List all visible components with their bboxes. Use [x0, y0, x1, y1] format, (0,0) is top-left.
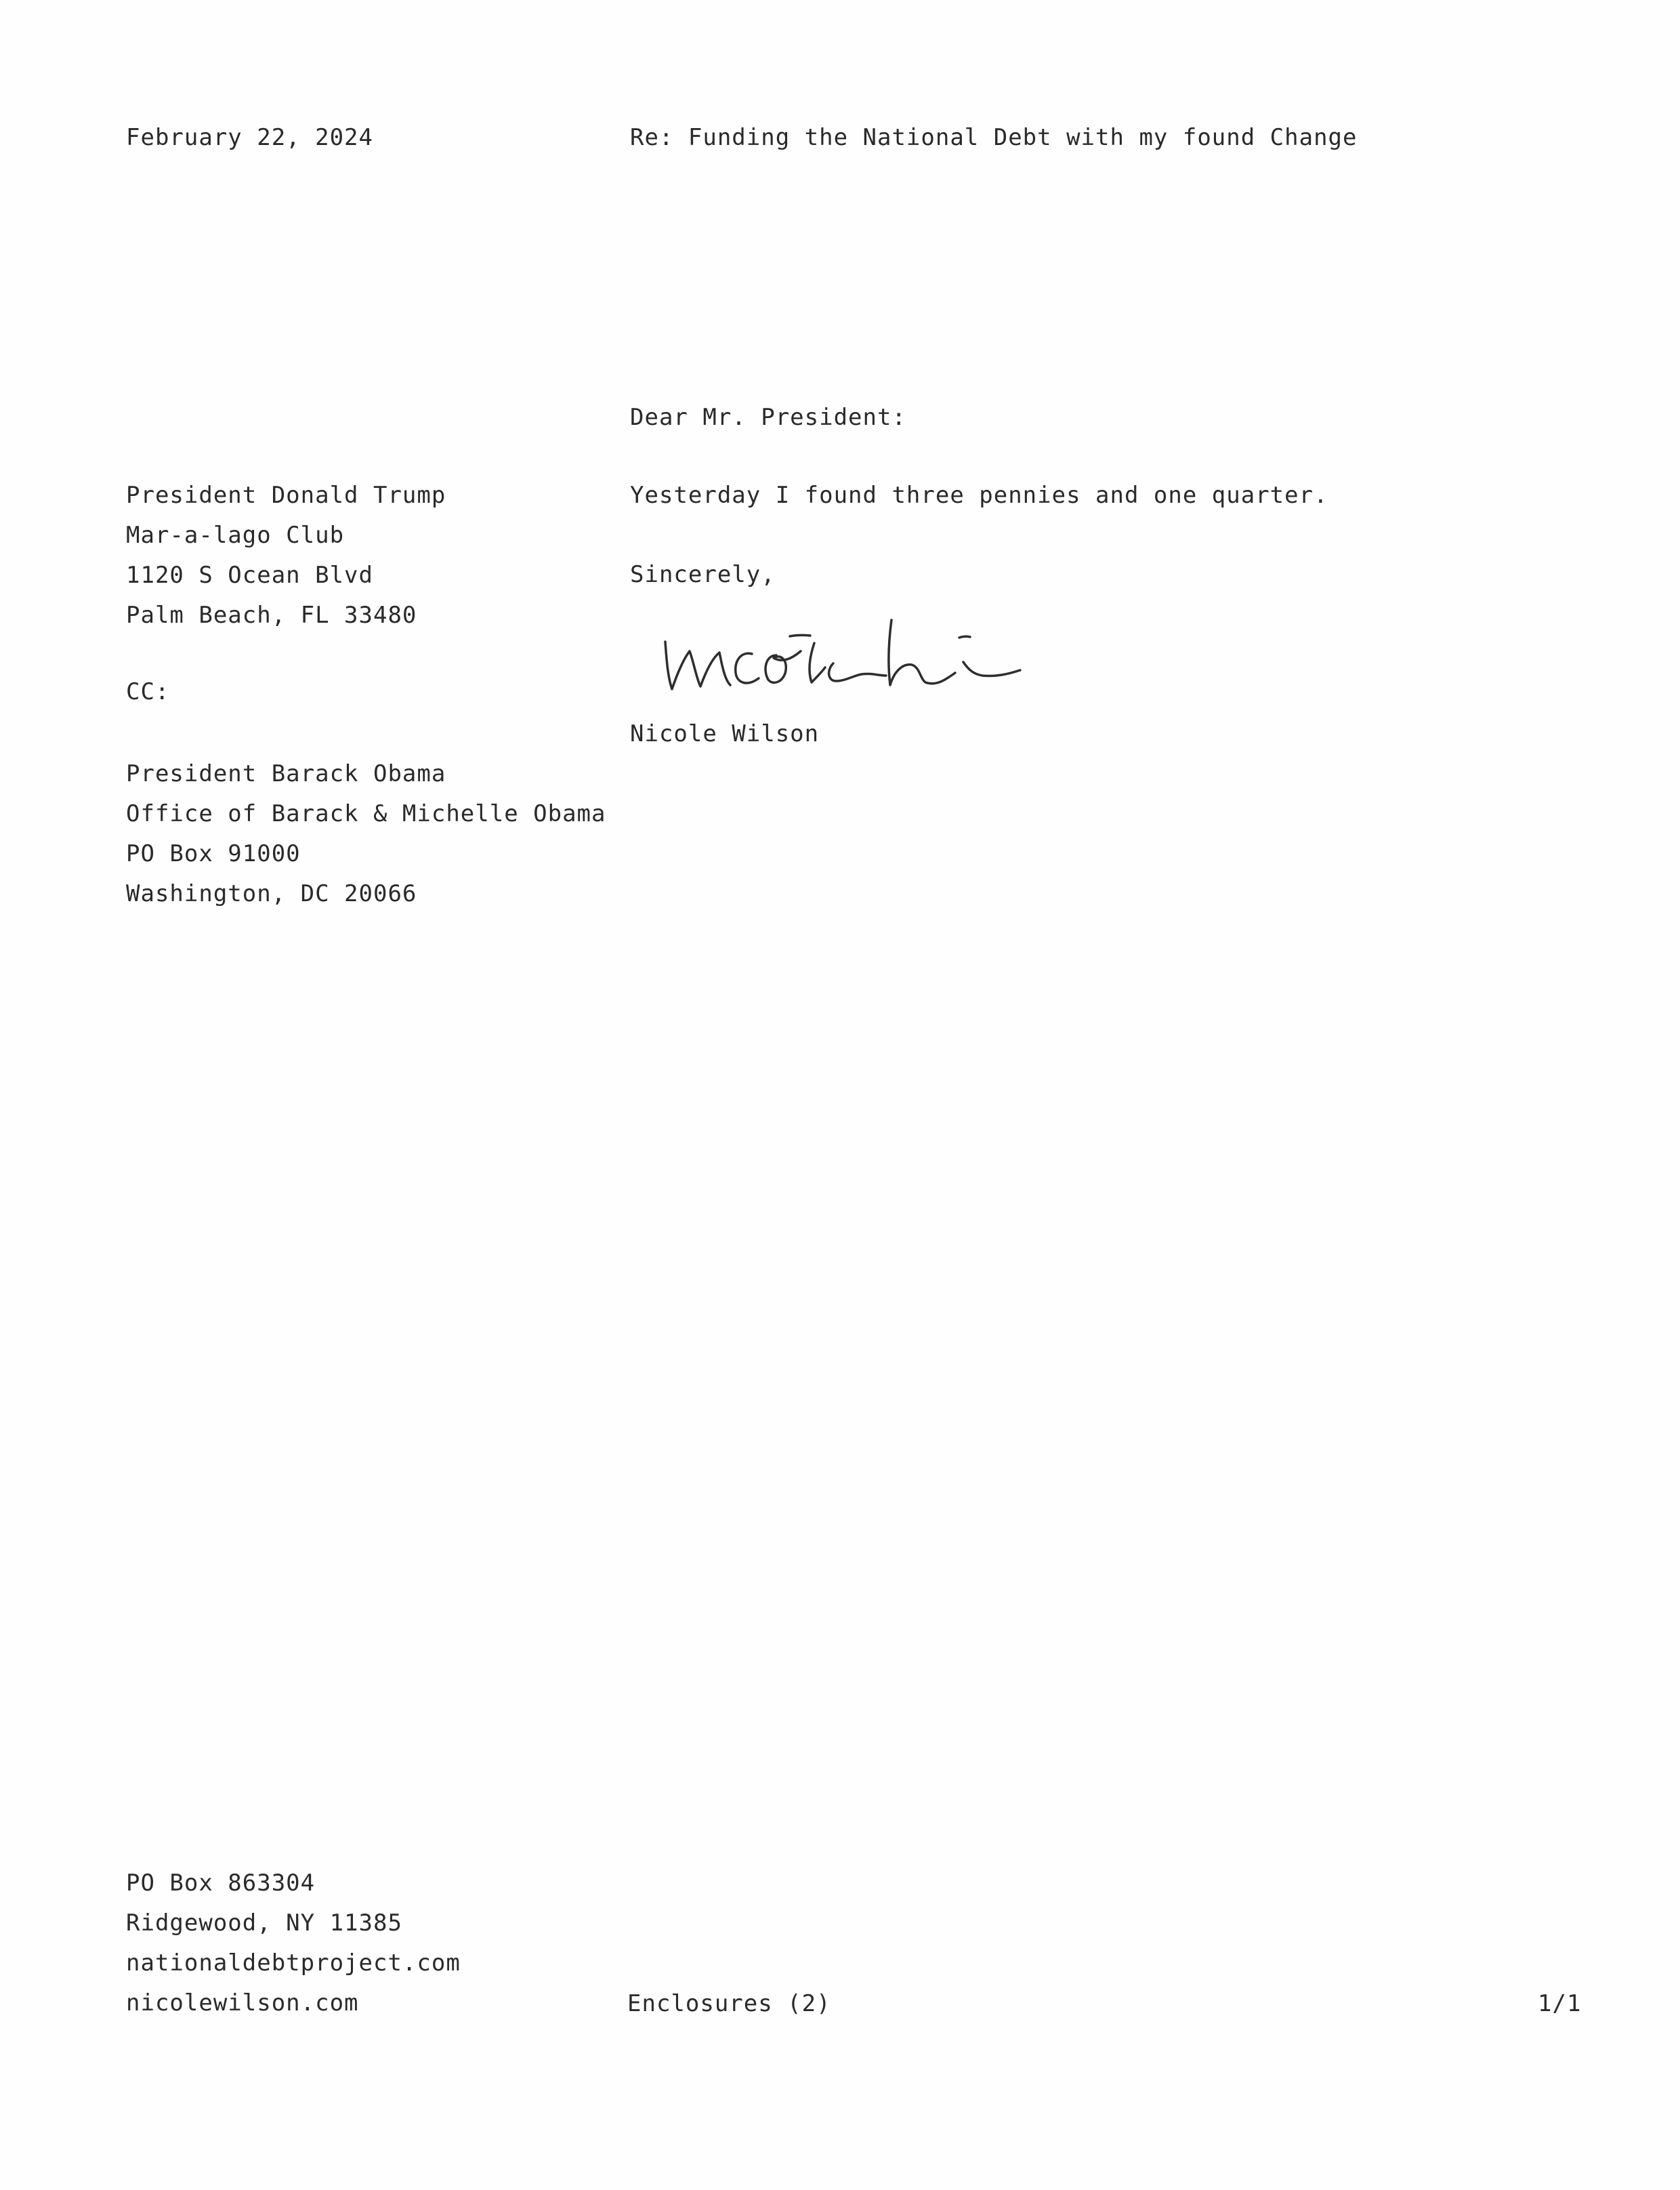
recipient-street: 1120 S Ocean Blvd — [126, 562, 373, 589]
recipient-address — [126, 476, 446, 636]
enclosures-note: Enclosures (2) — [627, 1990, 831, 2017]
sender-website: nationaldebtproject.com — [126, 1949, 461, 1977]
cc-name: President Barack Obama — [126, 760, 446, 787]
letter-date: February 22, 2024 — [126, 124, 373, 151]
recipient-city: Palm Beach, FL 33480 — [126, 602, 417, 629]
page-number: 1/1 — [1538, 1990, 1582, 2017]
sender-website-personal: nicolewilson.com — [126, 1989, 359, 2017]
cc-label: CC: — [126, 678, 170, 705]
cc-organization: Office of Barack & Michelle Obama — [126, 800, 606, 827]
sender-city: Ridgewood, NY 11385 — [126, 1909, 402, 1937]
cc-city: Washington, DC 20066 — [126, 880, 417, 907]
closing: Sincerely, — [630, 561, 776, 588]
salutation: Dear Mr. President: — [630, 404, 906, 431]
letter-body: Yesterday I found three pennies and one quarter. — [630, 482, 1328, 509]
recipient-organization: Mar-a-lago Club — [126, 522, 345, 549]
cc-address — [126, 754, 606, 914]
recipient-name: President Donald Trump — [126, 482, 446, 509]
sender-address — [126, 1863, 461, 2023]
handwritten-signature — [657, 613, 1036, 701]
signer-name: Nicole Wilson — [630, 720, 820, 747]
letter-subject: Re: Funding the National Debt with my found Change — [630, 124, 1358, 151]
cc-po-box: PO Box 91000 — [126, 840, 301, 867]
sender-po-box: PO Box 863304 — [126, 1869, 316, 1897]
